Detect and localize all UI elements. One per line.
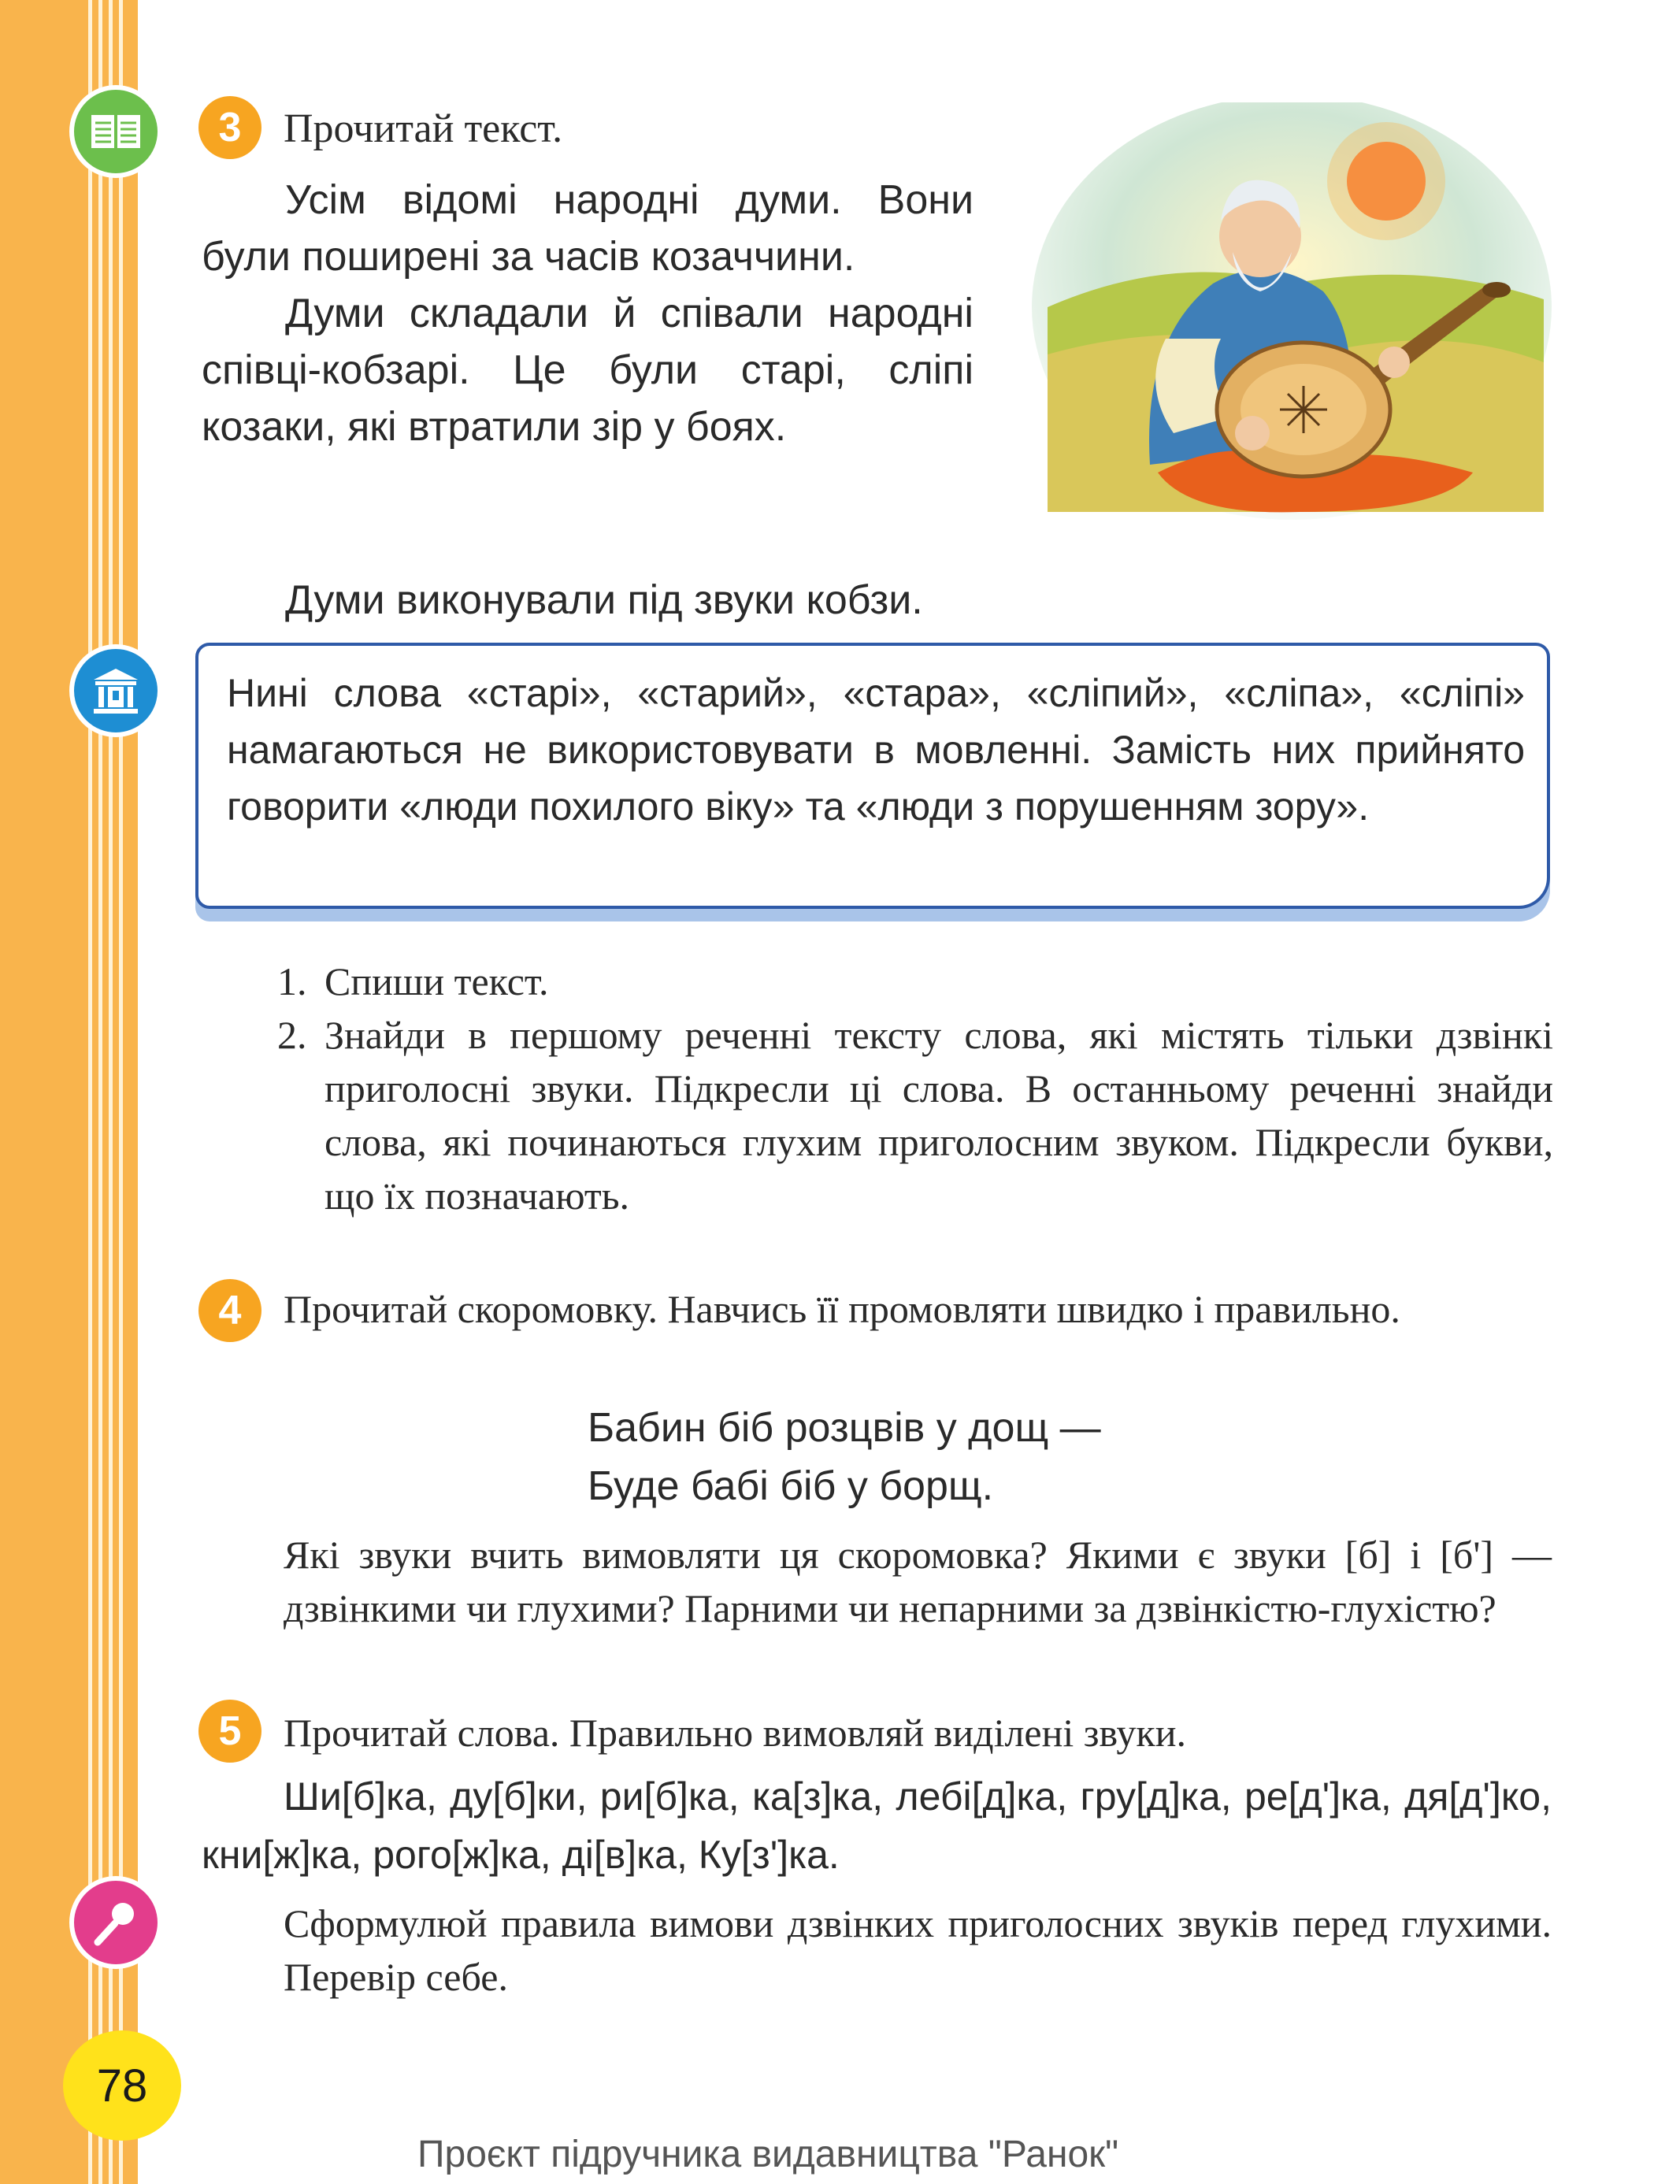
note-text: Нині слова «старі», «старий», «стара», «сліпий», «сліпа», «сліпі» намагаються не використовувати в мовленні. Замість них прийнято говорити «люди похилого віку» та «люди з порушенням зору». <box>227 671 1525 829</box>
task5-words: Ши[б]ка, ду[б]ки, ри[б]ка, ка[з]ка, лебі[д]ка, гру[д]ка, ре[д']ка, дя[д']ко, кни[ж]ка, рого[ж]ка, ді[в]ка, Ку[з']ка. <box>202 1774 1552 1877</box>
note-box <box>195 643 1550 909</box>
step-2-number: 2. <box>277 1013 307 1057</box>
step-1 <box>277 955 1553 1008</box>
tongue-twister <box>588 1399 1296 1515</box>
task-number-5: 5 <box>198 1700 261 1763</box>
poem-line-1: Бабин біб розцвів у дощ — <box>588 1405 1101 1451</box>
museum-icon <box>69 644 162 737</box>
page-footer: Проєкт підручника видавництва "Ранок" <box>417 2134 1119 2175</box>
sidebar-stripes <box>88 0 129 2184</box>
task3-instruction: Прочитай текст. <box>284 106 563 151</box>
step-1-text: Спиши текст. <box>325 959 549 1003</box>
task5-rule: Сформулюй правила вимови дзвінких приголосних звуків перед глухими. Перевір себе. <box>284 1901 1552 1999</box>
microphone-icon <box>69 1876 162 1969</box>
paragraph-1: Усім відомі народні думи. Вони були поширені за часів козаччини. <box>202 177 974 280</box>
task4-question: Які звуки вчить вимовляти ця скоромовка? Якими є звуки [б] і [б'] — дзвінкими чи глухими? Парними чи непарними за дзвінкістю-глухістю? <box>284 1533 1552 1630</box>
task4-instruction: Прочитай скоромовку. Навчись її промовляти швидко і правильно. <box>284 1287 1400 1331</box>
paragraph-2: Думи складали й співали народні співці-кобзарі. Це були старі, сліпі козаки, які втратили зір у боях. <box>202 291 974 450</box>
poem-line-2: Буде бабі біб у борщ. <box>588 1463 994 1509</box>
book-icon <box>69 85 162 178</box>
task-number-4: 4 <box>198 1279 261 1342</box>
task3-steps <box>277 955 1553 1222</box>
step-2 <box>277 1008 1553 1222</box>
task5-instruction: Прочитай слова. Правильно вимовляй виділені звуки. <box>284 1711 1186 1755</box>
kobzar-illustration <box>1032 102 1552 528</box>
task-number-3: 3 <box>198 96 261 159</box>
step-1-number: 1. <box>277 959 307 1003</box>
step-2-text: Знайди в першому реченні тексту слова, які містять тільки дзвінкі приголосні звуки. Підкресли ці слова. В останньому реченні знайди слова, які починаються глухим приголосним звуком. Підкресли букви, що їх позначають. <box>325 1013 1553 1218</box>
page-number: 78 <box>63 2030 181 2141</box>
task3-text <box>202 172 974 455</box>
paragraph-3: Думи виконували під звуки кобзи. <box>285 577 923 623</box>
